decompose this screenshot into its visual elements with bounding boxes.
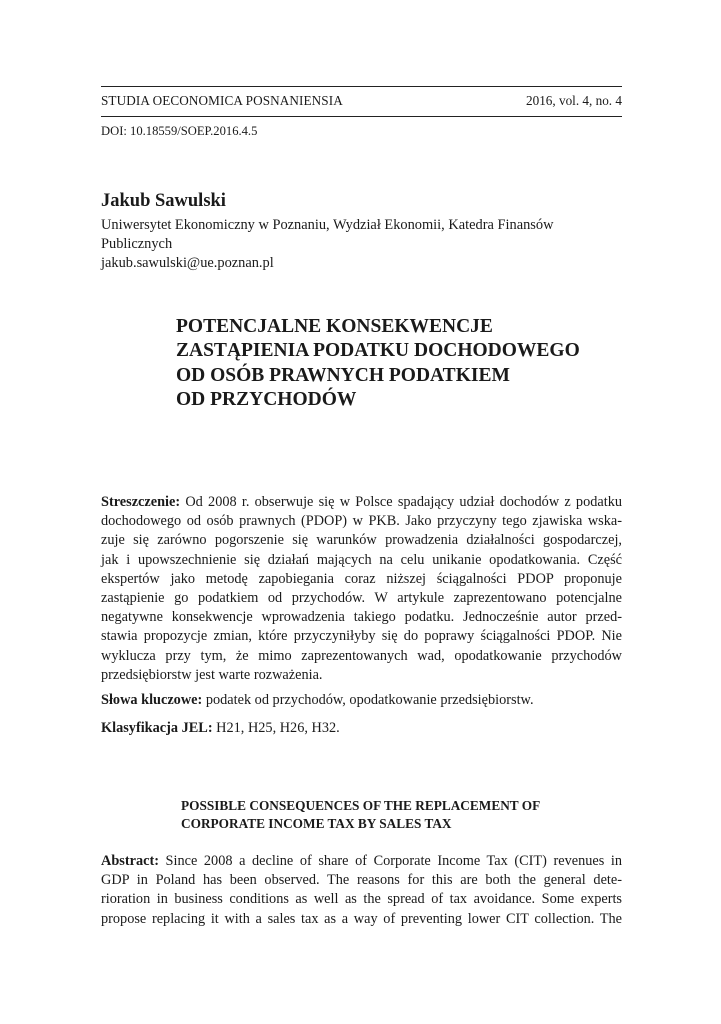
keywords [101, 692, 534, 709]
author-affiliation [101, 216, 621, 253]
abstract-line: jak i upowszechnienie się działań mających na celu unikanie opodatkowania. Część [101, 551, 622, 568]
journal-name: STUDIA OECONOMICA POSNANIENSIA [101, 93, 343, 108]
abstract-line: wyklucza przy tym, że mimo zaprezentowanych wad, opodatkowanie przychodów [101, 647, 622, 664]
abstract-pl [101, 493, 622, 685]
abstract-line: przedsiębiorstw jest warte rozważenia. [101, 666, 323, 683]
keywords-value: podatek od przychodów, opodatkowanie przedsiębiorstw. [202, 692, 534, 708]
title-line: ZASTĄPIENIA PODATKU DOCHODOWEGO [176, 340, 580, 362]
abstract-line: zuje się zarówno pogorszenie się warunków prowadzenia działalności gospodarczej, [101, 532, 622, 549]
jel-value: H21, H25, H26, H32. [212, 720, 340, 736]
abstract-en-line: Abstract: Since 2008 a decline of share of Corporate Income Tax (CIT) revenues in [101, 853, 622, 869]
header-bottom-rule [101, 116, 622, 117]
title-en-line: CORPORATE INCOME TAX BY SALES TAX [181, 816, 452, 832]
abstract-en [101, 852, 622, 929]
jel-label: Klasyfikacja JEL: [101, 720, 213, 736]
title-line: OD PRZYCHODÓW [176, 388, 357, 410]
journal-volume: 2016, vol. 4, no. 4 [526, 93, 622, 108]
header-top-rule [101, 86, 622, 87]
doi: DOI: 10.18559/SOEP.2016.4.5 [101, 124, 258, 138]
abstract-en-line: propose replacing it with a sales tax as a way of preventing lower CIT collection. The [101, 910, 622, 927]
jel-classification [101, 720, 340, 737]
title-line: OD OSÓB PRAWNYCH PODATKIEM [176, 364, 510, 386]
abstract-line: Streszczenie: Od 2008 r. obserwuje się w Polsce spadający udział dochodów z podatku [101, 494, 622, 510]
keywords-label: Słowa kluczowe: [101, 692, 203, 708]
title-en-line: POSSIBLE CONSEQUENCES OF THE REPLACEMENT OF [181, 798, 541, 813]
article-title-pl [176, 315, 636, 412]
abstract-en-line: rioration in business conditions as well as the spread of tax avoidance. Some experts [101, 891, 622, 908]
author-name: Jakub Sawulski [101, 191, 226, 211]
abstract-line: stawia propozycje zmian, które przyczyniłyby się do poprawy ściągalności PDOP. Nie [101, 628, 622, 645]
article-title-en [181, 797, 540, 834]
abstract-line: zastąpienie go podatkiem od przychodów. W artykule zaprezentowano potencjalne [101, 590, 622, 607]
abstract-line: negatywne konsekwencje wprowadzenia takiego podatku. Jednocześnie autor przed- [101, 609, 622, 626]
title-line: POTENCJALNE KONSEKWENCJE [176, 316, 493, 337]
abstract-label: Streszczenie: [101, 494, 181, 510]
affiliation-line: Publicznych [101, 235, 173, 252]
affiliation-line: Uniwersytet Ekonomiczny w Poznaniu, Wydział Ekonomii, Katedra Finansów [101, 217, 554, 233]
author-email: jakub.sawulski@ue.poznan.pl [101, 255, 274, 271]
abstract-en-label: Abstract: [101, 853, 159, 869]
abstract-line: ekspertów jako metodę zapobiegania coraz niższej ściągalności PDOP proponuje [101, 570, 622, 587]
abstract-en-line: GDP in Poland has been observed. The reasons for this are both the general dete- [101, 872, 622, 889]
abstract-line: dochodowego od osób prawnych (PDOP) w PKB. Jako przyczyny tego zjawiska wska- [101, 513, 622, 530]
